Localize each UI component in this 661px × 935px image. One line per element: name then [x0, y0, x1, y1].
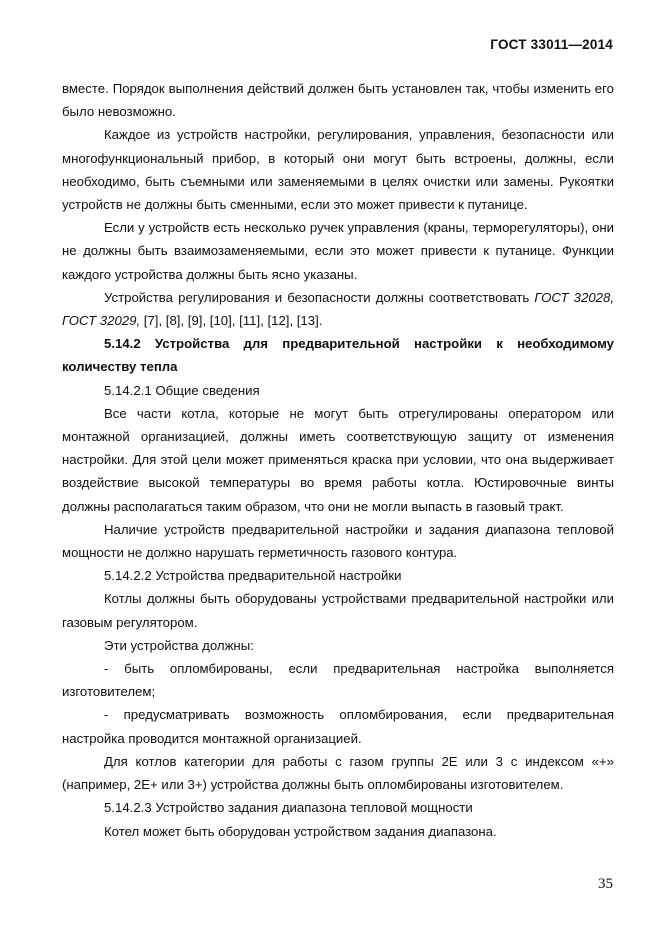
section-heading: 5.14.2 Устройства для предварительной настройки к необходимому количеству тепла — [62, 336, 614, 375]
page-number: 35 — [598, 876, 613, 892]
paragraph: Наличие устройств предварительной настройки и задания диапазона тепловой мощности не должно нарушать герметичность газового контура. — [62, 521, 614, 561]
subsection-heading: 5.14.2.1 Общие сведения — [104, 382, 260, 398]
list-item: - предусматривать возможность опломбирования, если предварительная настройка проводится монтажной организацией. — [62, 707, 614, 746]
paragraph: Котел может быть оборудован устройством задания диапазона. — [104, 823, 497, 839]
paragraph: Если у устройств есть несколько ручек управления (краны, терморегуляторы), они не должны быть взаимозаменяемыми, если это может привести к путанице. Функции каждого устройства должны быть ясно указаны. — [62, 220, 614, 282]
list-item: - быть опломбированы, если предварительная настройка выполняется изготовителем; — [62, 661, 614, 700]
paragraph: Для котлов категории для работы с газом группы 2Е или 3 с индексом «+» (например, 2Е+ или 3+) устройства должны быть опломбированы изготовителем. — [62, 753, 614, 793]
paragraph: вместе. Порядок выполнения действий должен быть установлен так, чтобы изменить его было невозможно. — [62, 81, 614, 120]
paragraph: Все части котла, которые не могут быть отрегулированы оператором или монтажной организацией, должны иметь соответствующую защиту от изменения настройки. Для этой цели может применяться краска при условии, что она выдерживает воздействие высокой температуры во время работы котла. Юстировочные винты должны располагаться таким образом, что они не могли выпасть в газовый тракт. — [62, 405, 614, 514]
document-body — [62, 77, 614, 843]
paragraph-text: Устройства регулирования и безопасности должны соответствовать — [104, 289, 535, 305]
paragraph-with-references — [62, 286, 614, 332]
subsection-heading: 5.14.2.2 Устройства предварительной настройки — [104, 568, 402, 584]
paragraph: Каждое из устройств настройки, регулирования, управления, безопасности или многофункциональный прибор, в который они могут быть встроены, должны, если необходимо, быть съемными или заменяемыми в целях очистки или замены. Рукоятки устройств не должны быть сменными, если это может привести к путанице. — [62, 127, 614, 213]
paragraph: Котлы должны быть оборудованы устройствами предварительной настройки или газовым регулятором. — [62, 591, 614, 630]
paragraph-text: [7], [8], [9], [10], [11], [12], [13]. — [140, 313, 323, 329]
standard-reference: ГОСТ 32028, ГОСТ 32029, — [62, 289, 614, 329]
subsection-heading: 5.14.2.3 Устройство задания диапазона тепловой мощности — [104, 800, 473, 816]
document-header: ГОСТ 33011—2014 — [490, 37, 613, 52]
paragraph: Эти устройства должны: — [104, 637, 254, 653]
